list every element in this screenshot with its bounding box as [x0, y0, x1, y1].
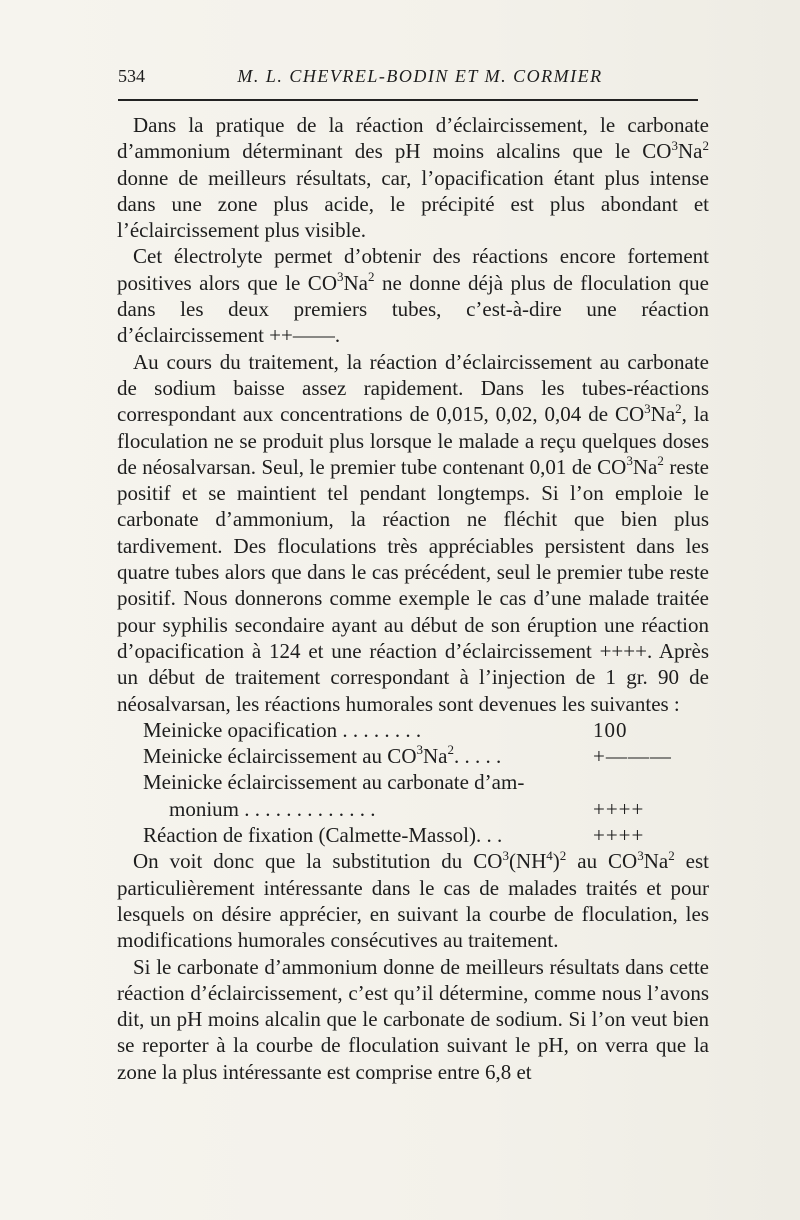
superscript: 4 — [546, 847, 553, 863]
paragraph-text: donne de meilleurs résultats, car, l’opacification étant plus intense dans une zone plus acide, le précipité est plus abondant et l’éclaircissement plus visible. — [117, 165, 709, 243]
superscript: 3 — [637, 847, 644, 863]
superscript: 2 — [559, 847, 567, 863]
result-label-text: Na — [423, 744, 448, 769]
paragraph-text: Dans la pratique de la réaction d’éclaircissement, le carbonate d’ammonium déterminant des pH moins alcalins que le CO — [117, 113, 709, 164]
superscript: 3 — [502, 847, 509, 863]
paragraph-4 — [117, 848, 709, 953]
superscript: 2 — [368, 269, 375, 285]
result-value: ++++ — [593, 823, 645, 848]
paragraph-text: au CO — [566, 849, 638, 874]
result-row — [117, 717, 709, 743]
superscript: 2 — [447, 742, 455, 758]
superscript: 3 — [337, 269, 344, 285]
result-label-text: Meinicke éclaircissement au carbonate d’am- — [143, 770, 525, 795]
result-value: +——— — [593, 744, 672, 769]
paragraph-text: ne donne déjà plus de floculation que dans les deux premiers tubes, c’est-à-dire une réaction d’éclaircissement ++——. — [117, 270, 710, 348]
result-label-text: monium . . . . . . . . . . . . . — [169, 796, 376, 821]
paragraph-text: Na — [677, 139, 703, 164]
paragraph-text: (NH — [508, 849, 547, 874]
paragraph-text: Na — [632, 454, 658, 479]
paragraph-1 — [117, 112, 709, 243]
paragraph-2 — [117, 243, 709, 348]
article-body — [117, 112, 709, 1085]
result-row — [117, 769, 709, 822]
superscript: 3 — [416, 742, 423, 758]
paragraph-text: Na — [650, 402, 676, 427]
paragraph-text: Na — [343, 270, 369, 295]
paragraph-text: Cet électrolyte permet d’obtenir des réactions encore fortement positives alors que le CO — [117, 244, 709, 295]
paragraph-text: Au cours du traitement, la réaction d’éclaircissement au carbonate de sodium baisse assez rapidement. Dans les tubes-réactions correspondant aux concentrations de 0,015, 0,02, 0,04 de CO — [117, 349, 709, 427]
superscript: 2 — [675, 400, 682, 416]
result-value: ++++ — [593, 796, 645, 821]
paragraph-text: Na — [643, 849, 669, 874]
result-label: Réaction de fixation (Calmette-Massol). . . — [143, 823, 503, 848]
result-label-text: . . . . . — [454, 744, 502, 769]
superscript: 2 — [668, 847, 675, 863]
paragraph-5: Si le carbonate d’ammonium donne de meilleurs résultats dans cette réaction d’éclaircissement, c’est qu’il détermine, comme nous l’avons dit, un pH moins alcalin que le carbonate de sodium. Si l’on veut bien se reporter à la courbe de floculation suivant le pH, on verra que la zone la plus intéressante est comprise entre 6,8 et — [117, 954, 709, 1084]
paragraph-text: reste positif et se maintient tel pendant longtemps. Si l’on emploie le carbonate d’ammonium, la réaction ne fléchit que bien plus tardivement. Des floculations très appréciables persistent dans les quatre tubes alors que dans le cas précédent, seul le premier tube reste positif. Nous donnerons comme exemple le cas d’une malade traitée pour syphilis secondaire ayant au début de son éruption une réaction d’opacification à 124 et une réaction d’éclaircissement ++++. Après un début de traitement correspondant à l’injection de 1 gr. 90 de néosalvarsan, les réactions humorales sont devenues les suivantes : — [117, 454, 709, 716]
result-label — [117, 743, 585, 769]
paragraph-text: ) — [552, 849, 560, 874]
header-rule — [118, 99, 698, 101]
page-number: 534 — [118, 66, 145, 86]
result-row — [117, 743, 709, 769]
paragraph-3 — [117, 349, 709, 717]
results-list — [117, 717, 709, 848]
superscript: 3 — [626, 453, 633, 469]
result-value: 100 — [593, 717, 628, 742]
running-head: M. L. CHEVREL-BODIN ET M. CORMIER — [237, 66, 603, 86]
superscript: 3 — [644, 400, 651, 416]
superscript: 2 — [702, 137, 709, 153]
page-header — [118, 66, 696, 90]
superscript: 2 — [657, 453, 664, 469]
result-row — [117, 822, 709, 848]
paragraph-text: , la floculation ne se produit plus lorsque le malade a reçu quelques doses de néosalvarsan. Seul, le premier tube contenant 0,01 de CO — [117, 402, 709, 479]
result-label-text: Meinicke éclaircissement au CO — [143, 744, 417, 769]
superscript: 3 — [671, 137, 678, 153]
paragraph-text: est particulièrement intéressante dans le cas de malades traités et pour lesquels on désire apprécier, en suivant la courbe de floculation, les modifications humorales consécutives au traitement. — [117, 849, 710, 953]
paragraph-text: On voit donc que la substitution du CO — [133, 849, 503, 874]
result-label — [117, 769, 585, 822]
result-label: Meinicke opacification . . . . . . . . — [143, 717, 422, 742]
